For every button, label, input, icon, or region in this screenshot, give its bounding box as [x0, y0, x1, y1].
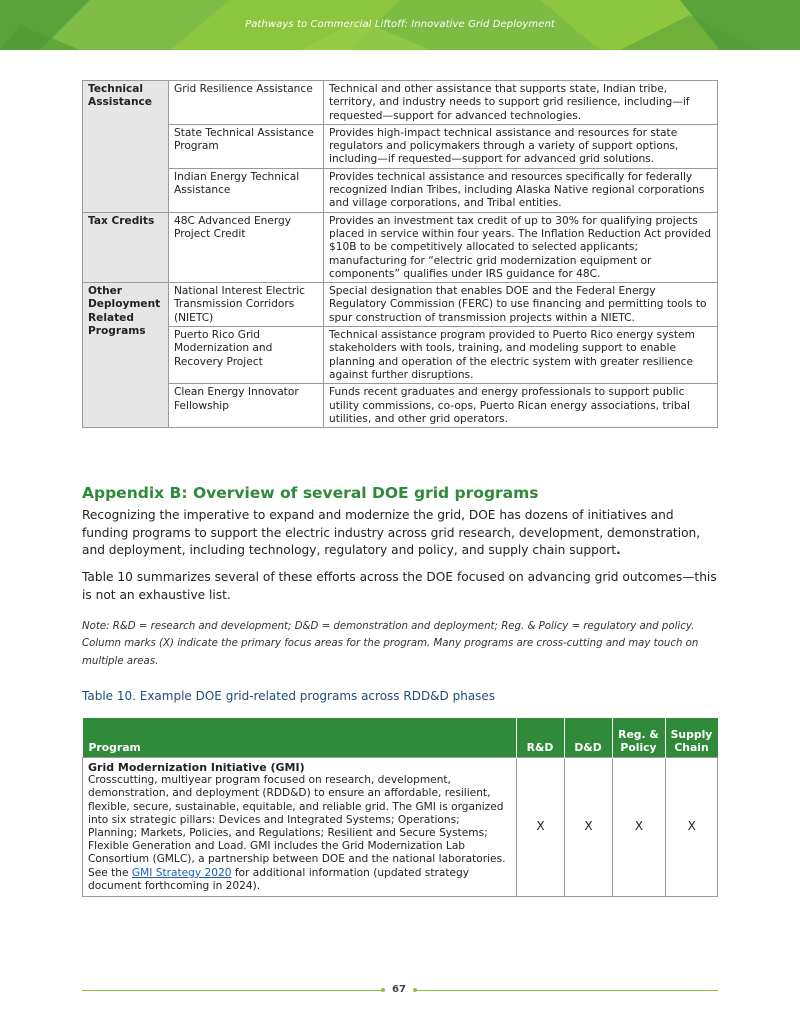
table-row	[83, 212, 718, 282]
description-cell: Technical assistance program provided to Puerto Rico energy system stakeholders with tools, training, and modeling support to enable planning and operation of the electric system with greater resilience against further disruptions.	[324, 327, 718, 384]
gmi-strategy-link[interactable]: GMI Strategy 2020	[131, 866, 232, 879]
category-cell: Tax Credits	[83, 212, 169, 282]
appendix-heading: Appendix B: Overview of several DOE grid programs	[82, 484, 539, 502]
table-row	[83, 758, 718, 897]
program-cell: Grid Resilience Assistance	[169, 81, 324, 125]
description-cell: Provides an investment tax credit of up to 30% for qualifying projects placed in service within four years. The Inflation Reduction Act provided $10B to be competitively allocated to selected applicants; manufacturing for “electric grid modernization equipment or components” qualifies under IRS guidance for 48C.	[324, 212, 718, 282]
program-cell: 48C Advanced Energy Project Credit	[169, 212, 324, 282]
program-cell	[83, 758, 517, 897]
program-cell: Puerto Rico Grid Modernization and Recovery Project	[169, 327, 324, 384]
mark-supply-chain: X	[665, 758, 718, 897]
header-supply-chain: Supply Chain	[665, 718, 718, 758]
description-cell: Special designation that enables DOE and the Federal Energy Regulatory Commission (FERC) to use financing and permitting tools to spur construction of transmission projects within a NIETC.	[324, 283, 718, 327]
program-description: Crosscutting, multiyear program focused on research, development, demonstration, and deployment (RDD&D) to ensure an affordable, resilient, flexible, secure, sustainable, equitable, and reliable grid. The GMI is organized into six strategic pillars: Devices and Integrated Systems; Operations; Planning; Markets, Policies, and Regulations; Resilient and Secure Systems; Flexible Generation and Load. GMI includes the Grid Modernization Lab Consortium (GMLC), a partnership between DOE and the national laboratories. See the	[88, 774, 506, 879]
table-row	[83, 283, 718, 327]
header-program: Program	[83, 718, 517, 758]
program-description-end: for additional information (updated strategy document forthcoming in 2024).	[88, 866, 469, 892]
mark-rd: X	[516, 758, 564, 897]
program-cell: State Technical Assistance Program	[169, 124, 324, 168]
table-row	[83, 168, 718, 212]
programs-table	[82, 80, 718, 428]
page-number: 67	[392, 984, 406, 995]
table-header-row	[83, 718, 718, 758]
paragraph-end: .	[616, 543, 621, 557]
table-row	[83, 124, 718, 168]
description-cell: Funds recent graduates and energy professionals to support public utility commissions, co-ops, Puerto Rican energy associations, tribal utilities, and other grid operators.	[324, 384, 718, 428]
table-row	[83, 81, 718, 125]
paragraph-text: Recognizing the imperative to expand and modernize the grid, DOE has dozens of initiatives and funding programs to support the electric industry across grid research, development, demonstration, and deployment, including technology, regulatory and policy, and supply chain support	[82, 508, 701, 557]
program-cell: Indian Energy Technical Assistance	[169, 168, 324, 212]
program-title: Grid Modernization Initiative (GMI)	[88, 761, 305, 774]
category-cell: Other Deployment Related Programs	[83, 283, 169, 428]
header-dd: D&D	[564, 718, 612, 758]
page-header	[0, 0, 800, 50]
table-row	[83, 384, 718, 428]
abbreviation-note: Note: R&D = research and development; D&D = demonstration and deployment; Reg. & Policy = regulatory and policy. Column marks (X) indicate the primary focus areas for the program. Many programs are cross-cutting and may touch on multiple areas.	[82, 621, 699, 667]
category-cell: Technical Assistance	[83, 81, 169, 213]
mark-dd: X	[564, 758, 612, 897]
table-10	[82, 718, 718, 897]
description-cell: Technical and other assistance that supports state, Indian tribe, territory, and industry needs to support grid resilience, including—if requested—support for advanced technologies.	[324, 81, 718, 125]
footer-rule-right	[416, 990, 718, 991]
footer-rule-left	[82, 990, 382, 991]
header-rd: R&D	[516, 718, 564, 758]
description-cell: Provides high-impact technical assistance and resources for state regulators and policymakers through a variety of support options, including—if requested—support for advanced grid solutions.	[324, 124, 718, 168]
table-row	[83, 327, 718, 384]
program-cell: National Interest Electric Transmission Corridors (NIETC)	[169, 283, 324, 327]
appendix-paragraph-1	[82, 507, 718, 560]
program-cell: Clean Energy Innovator Fellowship	[169, 384, 324, 428]
header-reg-policy: Reg. & Policy	[612, 718, 665, 758]
header-title: Pathways to Commercial Liftoff: Innovative Grid Deployment	[245, 19, 555, 30]
appendix-paragraph-2: Table 10 summarizes several of these efforts across the DOE focused on advancing grid outcomes—this is not an exhaustive list.	[82, 570, 717, 602]
table-caption: Table 10. Example DOE grid-related programs across RDD&D phases	[82, 689, 496, 703]
description-cell: Provides technical assistance and resources specifically for federally recognized Indian Tribes, including Alaska Native regional corporations and village corporations, and Tribal entities.	[324, 168, 718, 212]
mark-reg-policy: X	[612, 758, 665, 897]
